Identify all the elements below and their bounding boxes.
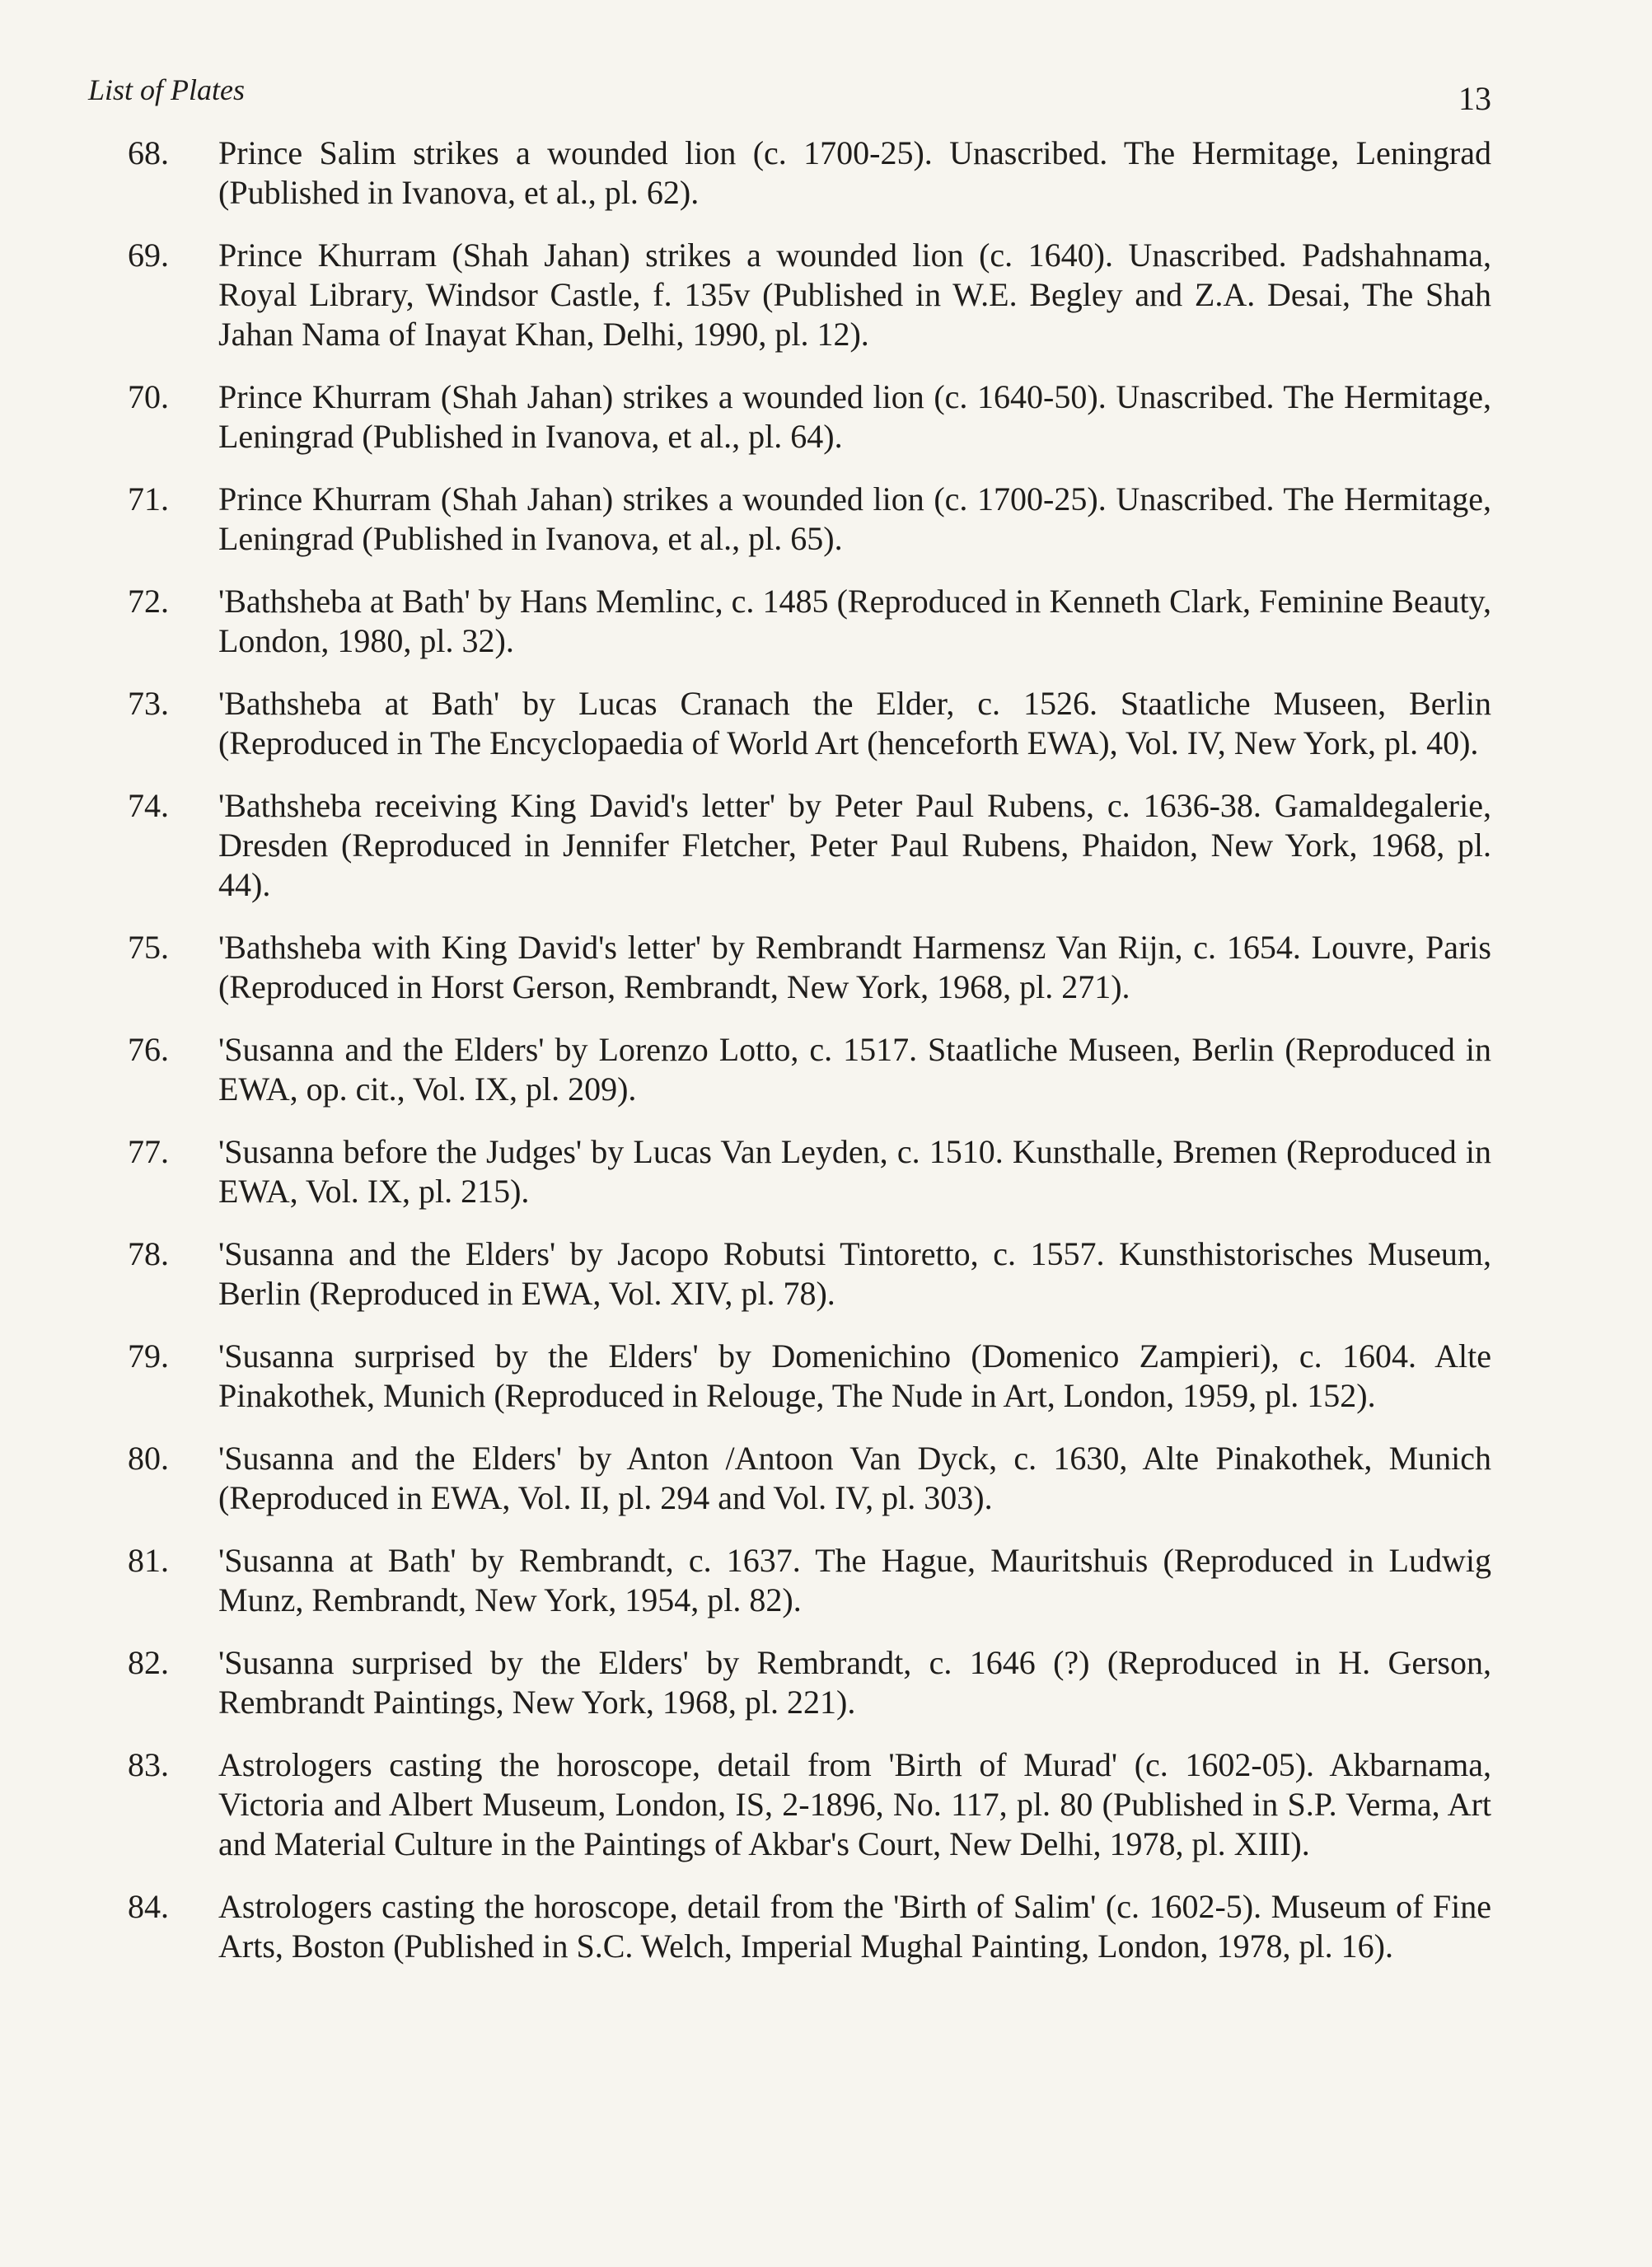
plate-description: 'Susanna and the Elders' by Lorenzo Lotto, c. 1517. Staatliche Museen, Berlin (Reproduced in EWA, op. cit., Vol. IX, pl. 209). bbox=[218, 1031, 1491, 1108]
plate-number: 82. bbox=[128, 1644, 169, 1681]
plate-entry-81 bbox=[128, 1541, 1491, 1620]
plate-description: 'Susanna surprised by the Elders' by Domenichino (Domenico Zampieri), c. 1604. Alte Pinakothek, Munich (Reproduced in Relouge, The Nude in Art, London, 1959, pl. 152). bbox=[218, 1337, 1491, 1414]
plate-description: Astrologers casting the horoscope, detail from the 'Birth of Salim' (c. 1602-5). Museum of Fine Arts, Boston (Published in S.C. Welch, Imperial Mughal Painting, London, 1978, pl. 16). bbox=[218, 1888, 1491, 1965]
plate-entry-82 bbox=[128, 1643, 1491, 1722]
plate-list bbox=[128, 133, 1491, 1989]
plate-description: 'Susanna surprised by the Elders' by Rembrandt, c. 1646 (?) (Reproduced in H. Gerson, Rembrandt Paintings, New York, 1968, pl. 221). bbox=[218, 1644, 1491, 1721]
plate-entry-75 bbox=[128, 928, 1491, 1007]
plate-description: 'Bathsheba receiving King David's letter' by Peter Paul Rubens, c. 1636-38. Gamaldegalerie, Dresden (Reproduced in Jennifer Fletcher, Peter Paul Rubens, Phaidon, New York, 1968, pl. 44). bbox=[218, 787, 1491, 903]
plate-number: 81. bbox=[128, 1542, 169, 1579]
plate-entry-84 bbox=[128, 1887, 1491, 1966]
plate-entry-79 bbox=[128, 1337, 1491, 1416]
plate-entry-83 bbox=[128, 1745, 1491, 1864]
plate-description: Prince Khurram (Shah Jahan) strikes a wounded lion (c. 1640-50). Unascribed. The Hermitage, Leningrad (Published in Ivanova, et al., pl. 64). bbox=[218, 378, 1491, 455]
plate-number: 74. bbox=[128, 787, 169, 824]
plate-entry-74 bbox=[128, 786, 1491, 905]
plate-number: 78. bbox=[128, 1235, 169, 1272]
plate-number: 68. bbox=[128, 134, 169, 171]
plate-number: 77. bbox=[128, 1133, 169, 1170]
plate-entry-69 bbox=[128, 236, 1491, 354]
plate-entry-71 bbox=[128, 480, 1491, 559]
plate-number: 71. bbox=[128, 480, 169, 518]
running-head: List of Plates bbox=[88, 73, 246, 106]
plate-description: Prince Khurram (Shah Jahan) strikes a wounded lion (c. 1700-25). Unascribed. The Hermitage, Leningrad (Published in Ivanova, et al., pl. 65). bbox=[218, 480, 1491, 557]
plate-number: 70. bbox=[128, 378, 169, 415]
page-number: 13 bbox=[1458, 80, 1491, 117]
plate-description: 'Bathsheba at Bath' by Lucas Cranach the Elder, c. 1526. Staatliche Museen, Berlin (Reproduced in The Encyclopaedia of World Art (henceforth EWA), Vol. IV, New York, pl. 40). bbox=[218, 685, 1491, 761]
plate-number: 83. bbox=[128, 1746, 169, 1783]
plate-description: 'Susanna before the Judges' by Lucas Van Leyden, c. 1510. Kunsthalle, Bremen (Reproduced in EWA, Vol. IX, pl. 215). bbox=[218, 1133, 1491, 1210]
plate-description: 'Susanna at Bath' by Rembrandt, c. 1637. The Hague, Mauritshuis (Reproduced in Ludwig Munz, Rembrandt, New York, 1954, pl. 82). bbox=[218, 1542, 1491, 1618]
plate-number: 75. bbox=[128, 929, 169, 966]
plate-description: Prince Khurram (Shah Jahan) strikes a wounded lion (c. 1640). Unascribed. Padshahnama, Royal Library, Windsor Castle, f. 135v (Published in W.E. Begley and Z.A. Desai, The Shah Jahan Nama of Inayat Khan, Delhi, 1990, pl. 12). bbox=[218, 237, 1491, 353]
plate-number: 80. bbox=[128, 1440, 169, 1477]
plate-entry-77 bbox=[128, 1132, 1491, 1211]
plate-description: Prince Salim strikes a wounded lion (c. 1700-25). Unascribed. The Hermitage, Leningrad (Published in Ivanova, et al., pl. 62). bbox=[218, 134, 1491, 211]
plate-entry-73 bbox=[128, 684, 1491, 763]
plate-number: 76. bbox=[128, 1031, 169, 1068]
plate-entry-80 bbox=[128, 1439, 1491, 1518]
plate-entry-72 bbox=[128, 582, 1491, 661]
plate-number: 73. bbox=[128, 685, 169, 722]
plate-number: 69. bbox=[128, 237, 169, 274]
plate-description: Astrologers casting the horoscope, detail from 'Birth of Murad' (c. 1602-05). Akbarnama, Victoria and Albert Museum, London, IS, 2-1896, No. 117, pl. 80 (Published in S.P. Verma, Art and Material Culture in the Paintings of Akbar's Court, New Delhi, 1978, pl. XIII). bbox=[218, 1746, 1491, 1862]
plate-description: 'Bathsheba at Bath' by Hans Memlinc, c. 1485 (Reproduced in Kenneth Clark, Feminine Beauty, London, 1980, pl. 32). bbox=[218, 583, 1491, 659]
plate-entry-76 bbox=[128, 1030, 1491, 1109]
plate-entry-78 bbox=[128, 1234, 1491, 1314]
plate-description: 'Bathsheba with King David's letter' by Rembrandt Harmensz Van Rijn, c. 1654. Louvre, Paris (Reproduced in Horst Gerson, Rembrandt, New York, 1968, pl. 271). bbox=[218, 929, 1491, 1005]
plate-number: 84. bbox=[128, 1888, 169, 1925]
plate-number: 72. bbox=[128, 583, 169, 620]
plate-number: 79. bbox=[128, 1337, 169, 1375]
plate-description: 'Susanna and the Elders' by Anton /Antoon Van Dyck, c. 1630, Alte Pinakothek, Munich (Reproduced in EWA, Vol. II, pl. 294 and Vol. IV, pl. 303). bbox=[218, 1440, 1491, 1516]
plate-entry-68 bbox=[128, 133, 1491, 213]
plate-description: 'Susanna and the Elders' by Jacopo Robutsi Tintoretto, c. 1557. Kunsthistorisches Museum, Berlin (Reproduced in EWA, Vol. XIV, pl. 78). bbox=[218, 1235, 1491, 1312]
plate-entry-70 bbox=[128, 377, 1491, 457]
